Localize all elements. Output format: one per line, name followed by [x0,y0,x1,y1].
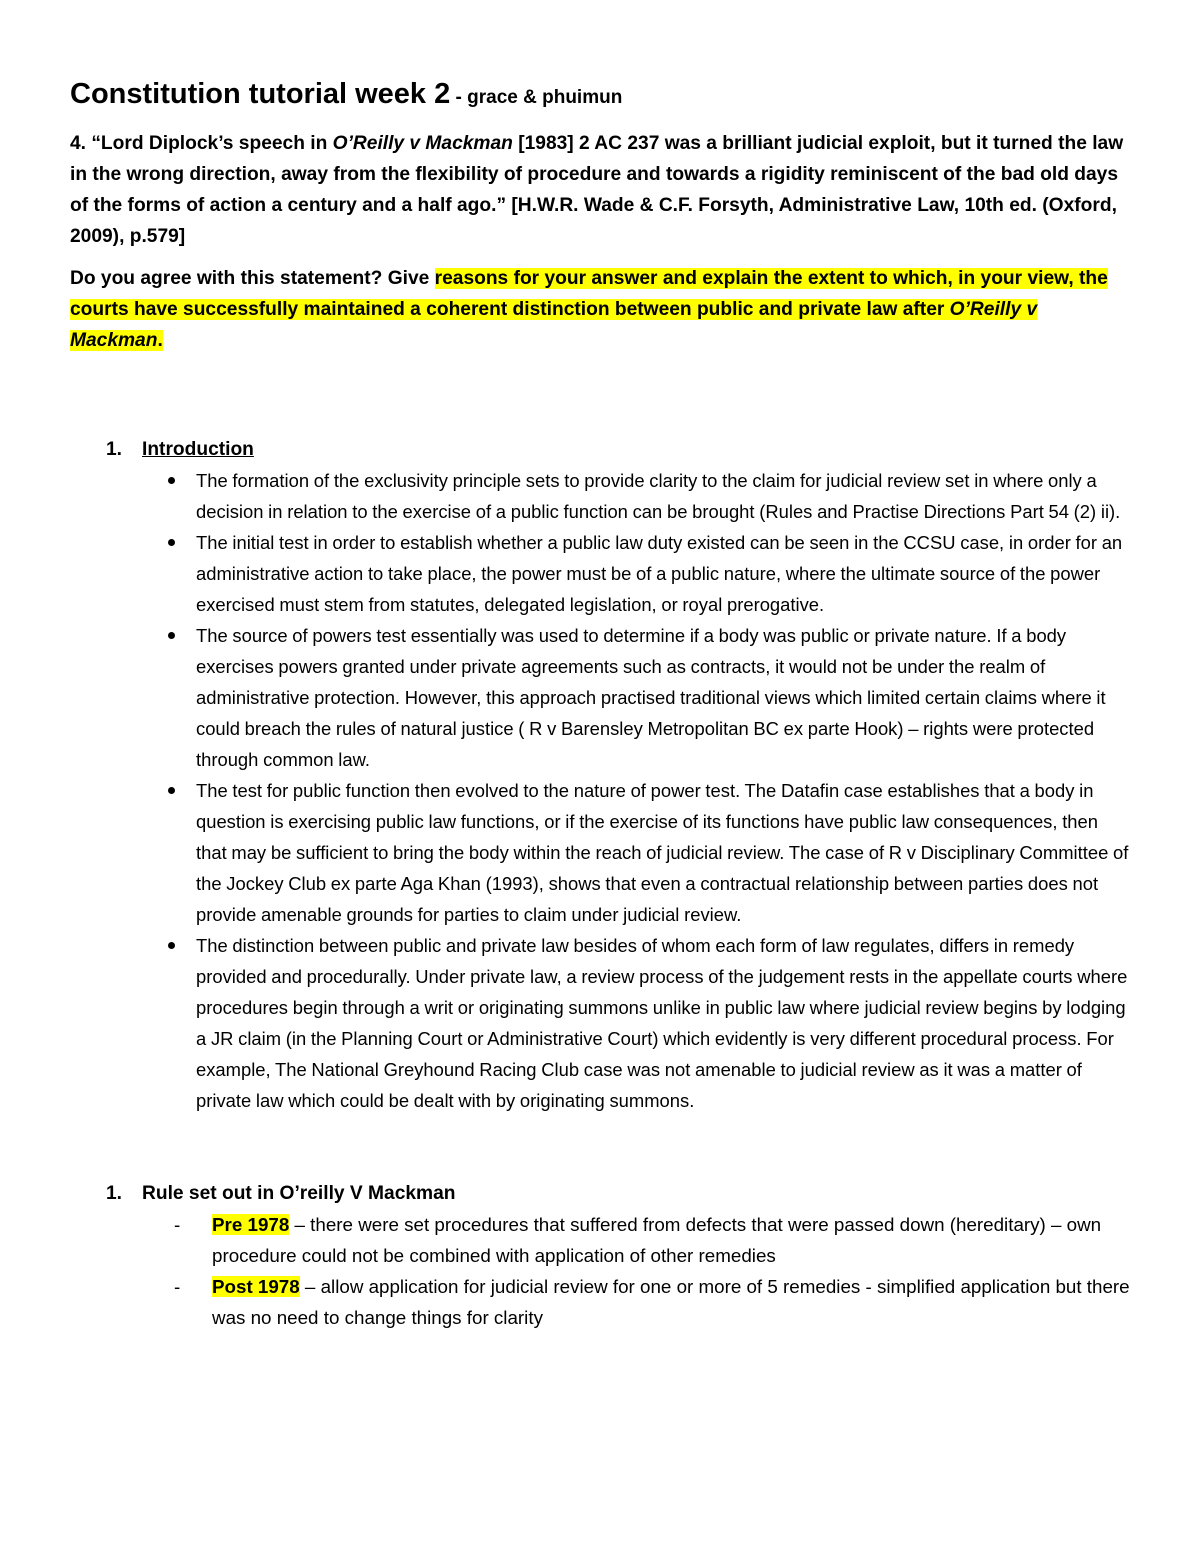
question-prompt [70,263,1132,356]
list-item-text: – there were set procedures that suffered from defects that were passed down (hereditary) – own procedure could not be combined with application of other remedies [212,1214,1102,1266]
introduction-bullet-list [70,465,1132,1116]
section-title: Rule set out in O’reilly V Mackman [142,1183,456,1204]
question-case-name: O’Reilly v Mackman [332,133,513,154]
bullet-icon [168,942,175,949]
document-page [70,72,1132,1333]
bullet-icon [168,787,175,794]
list-item [70,1209,1132,1271]
list-item-text: The distinction between public and private law besides of whom each form of law regulates, differs in remedy provided and procedurally. Under private law, a review process of the judgement rests in the appellate courts where procedures begin through a writ or originating summons unlike in public law where judicial review begins by lodging a JR claim (in the Planning Court or Administrative Court) which evidently is very different procedural process. For example, The National Greyhound Racing Club case was not amenable to judicial review as it was a matter of private law which could be dealt with by originating summons. [196,935,1128,1111]
question-paragraph [70,128,1132,252]
list-item [70,930,1132,1116]
section-heading [70,434,1132,465]
list-item-text: The test for public function then evolved to the nature of power test. The Datafin case establishes that a body in question is exercising public law functions, or if the exercise of its functions have public law consequences, then that may be sufficient to bring the body within the reach of judicial review. The case of R v Disciplinary Committee of the Jockey Club ex parte Aga Khan (1993), shows that even a contractual relationship between parties does not provide amenable grounds for parties to claim under judicial review. [196,780,1129,925]
list-item-text: The initial test in order to establish whether a public law duty existed can be seen in the CCSU case, in order for an administrative action to take place, the power must be of a public nature, where the ultimate source of the power exercised must stem from statutes, delegated legislation, or royal prerogative. [196,532,1123,615]
prompt-case-name: O’Reilly v Mackman [70,299,1038,351]
question-lead: 4. “Lord Diplock’s speech in [70,133,333,154]
list-item-text: The source of powers test essentially was used to determine if a body was public or private nature. If a body exercises powers granted under private agreements such as contracts, it would not be under the realm of administrative protection. However, this approach practised traditional views which limited certain claims where it could breach the rules of natural justice ( R v Barensley Metropolitan BC ex parte Hook) – rights were protected through common law. [196,625,1106,770]
list-item-text: – allow application for judicial review for one or more of 5 remedies - simplified application but there was no need to change things for clarity [212,1276,1130,1328]
period-label: Pre 1978 [212,1214,290,1235]
section-number: 1. [106,439,123,460]
list-item [70,527,1132,620]
title-text: Constitution tutorial week 2 [70,78,451,110]
dash-marker: - [174,1214,181,1235]
prompt-end: . [157,330,163,351]
section-rule [70,1178,1132,1333]
section-number: 1. [106,1183,123,1204]
title-authors: - grace & phuimun [450,87,623,108]
bullet-icon [168,632,175,639]
list-item [70,775,1132,930]
prompt-highlighted: reasons for your answer and explain the extent to which, in your view, the courts have successfully maintained a coherent distinction between public and private law after [70,268,1108,320]
bullet-icon [168,477,175,484]
list-item [70,465,1132,527]
dash-marker: - [174,1276,181,1297]
list-item [70,620,1132,775]
period-label: Post 1978 [212,1276,300,1297]
section-title: Introduction [142,439,254,460]
list-item-text: The formation of the exclusivity principle sets to provide clarity to the claim for judicial review set in where only a decision in relation to the exercise of a public function can be brought (Rules and Practise Directions Part 54 (2) ii). [196,470,1121,522]
question-body: [1983] 2 AC 237 was a brilliant judicial exploit, but it turned the law in the wrong direction, away from the flexibility of procedure and towards a rigidity reminiscent of the bad old days of the forms of action a century and a half ago.” [H.W.R. Wade & C.F. Forsyth, Administrative Law, 10th ed. (Oxford, 2009), p.579] [70,133,1124,247]
prompt-plain: Do you agree with this statement? Give [70,268,435,289]
section-introduction [70,434,1132,1116]
rule-dash-list [70,1209,1132,1333]
bullet-icon [168,539,175,546]
list-item [70,1271,1132,1333]
section-heading [70,1178,1132,1209]
page-title [70,72,1132,120]
